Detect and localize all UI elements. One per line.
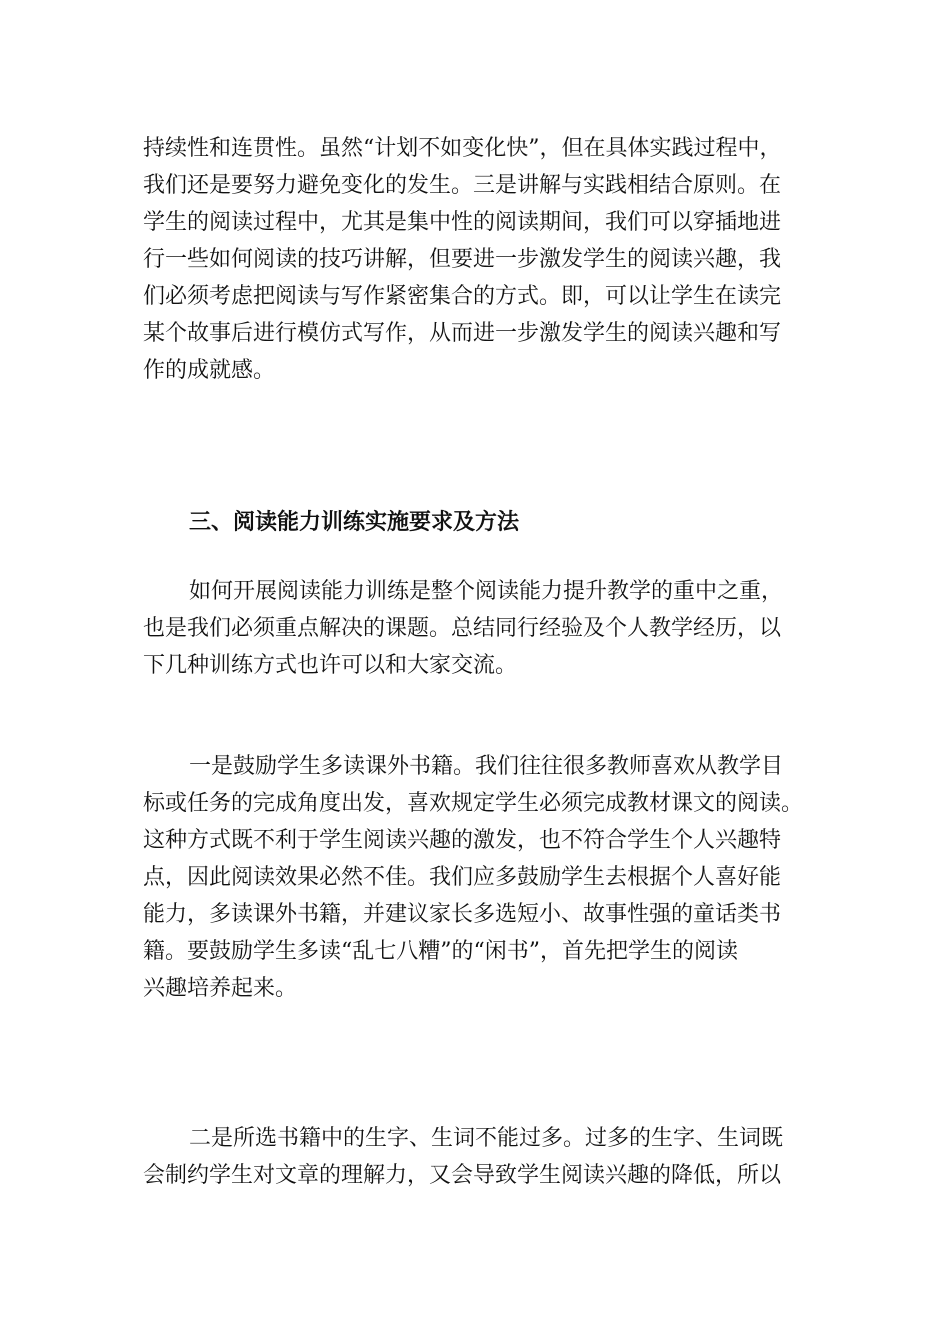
text-line: 兴趣培养起来。 <box>143 976 298 1001</box>
text-line: 也是我们必须重点解决的课题。总结同行经验及个人教学经历，以 <box>143 616 782 641</box>
text-line: 如何开展阅读能力训练是整个阅读能力提升教学的重中之重， <box>189 579 784 604</box>
text-line: 点，因此阅读效果必然不佳。我们应多鼓励学生去根据个人喜好能 <box>143 865 782 890</box>
text-line: 这种方式既不利于学生阅读兴趣的激发，也不符合学生个人兴趣特 <box>143 828 782 853</box>
text-line: 下几种训练方式也许可以和大家交流。 <box>143 653 518 678</box>
paragraph-intro <box>143 573 813 684</box>
text-line: 持续性和连贯性。虽然“计划不如变化快”，但在具体实践过程中， <box>143 136 782 161</box>
text-line: 行一些如何阅读的技巧讲解，但要进一步激发学生的阅读兴趣，我 <box>143 247 782 272</box>
text-line: 某个故事后进行模仿式写作，从而进一步激发学生的阅读兴趣和写 <box>143 321 782 346</box>
text-line: 们必须考虑把阅读与写作紧密集合的方式。即，可以让学生在读完 <box>143 284 782 309</box>
text-line: 二是所选书籍中的生字、生词不能过多。过多的生字、生词既 <box>189 1126 784 1151</box>
text-line: 我们还是要努力避免变化的发生。三是讲解与实践相结合原则。在 <box>143 173 782 198</box>
text-line: 能力，多读课外书籍，并建议家长多选短小、故事性强的童话类书 <box>143 902 782 927</box>
section-heading-text: 三、阅读能力训练实施要求及方法 <box>189 509 520 535</box>
paragraph-method-1 <box>143 748 813 1007</box>
text-line: 标或任务的完成角度出发，喜欢规定学生必须完成教材课文的阅读。 <box>143 791 804 816</box>
text-line: 籍。要鼓励学生多读“乱七八糟”的“闲书”，首先把学生的阅读 <box>143 939 738 964</box>
text-line: 一是鼓励学生多读课外书籍。我们往往很多教师喜欢从教学目 <box>189 754 784 779</box>
paragraph-continuation <box>143 130 813 389</box>
section-heading <box>143 504 813 541</box>
text-line: 作的成就感。 <box>143 358 276 383</box>
text-line: 会制约学生对文章的理解力，又会导致学生阅读兴趣的降低，所以 <box>143 1163 782 1188</box>
paragraph-method-2 <box>143 1120 813 1194</box>
text-line: 学生的阅读过程中，尤其是集中性的阅读期间，我们可以穿插地进 <box>143 210 782 235</box>
